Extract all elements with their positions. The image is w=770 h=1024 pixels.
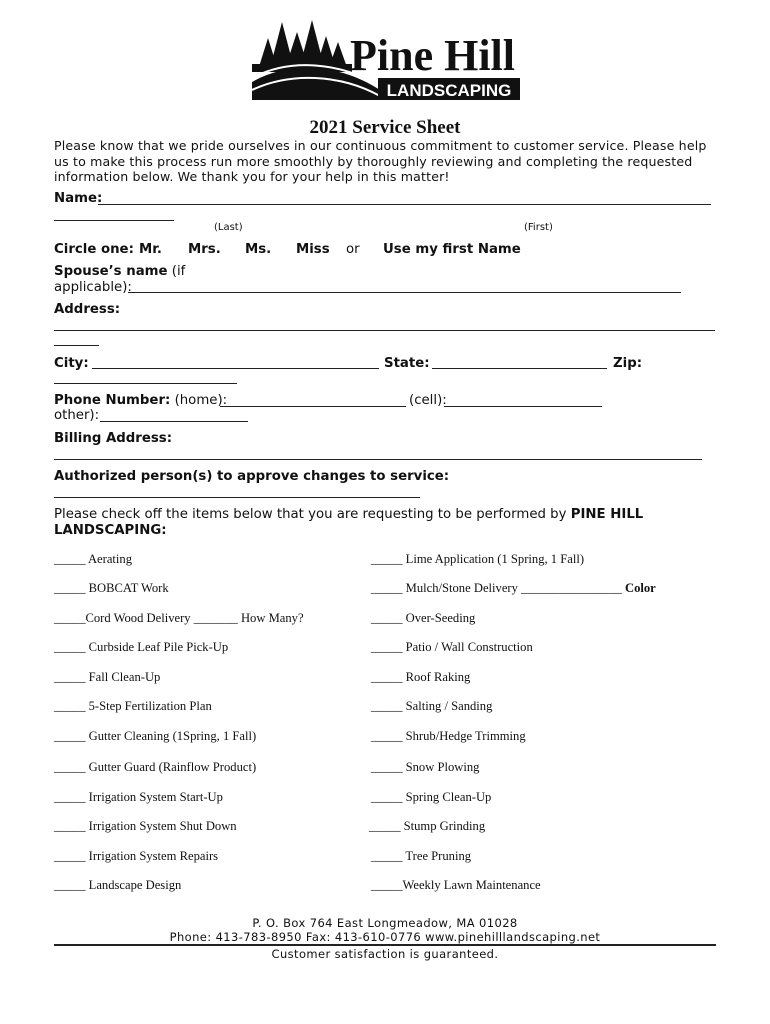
- checklist-company: PINE HILL LANDSCAPING:: [54, 507, 644, 538]
- service-item-lime[interactable]: _____ Lime Application (1 Spring, 1 Fall): [371, 552, 585, 566]
- service-item-spring-cleanup[interactable]: _____ Spring Clean-Up: [371, 790, 492, 804]
- service-item-aerating[interactable]: _____ Aerating: [54, 552, 132, 566]
- phone-cell-label: (cell):: [409, 393, 447, 408]
- service-item-cord-wood[interactable]: _____Cord Wood Delivery _______ How Many?: [54, 611, 304, 625]
- city-label: City:: [54, 356, 89, 371]
- phone-cell-field-line[interactable]: [444, 406, 602, 407]
- use-first-name-option[interactable]: Use my first Name: [383, 242, 521, 257]
- city-field-line[interactable]: [92, 368, 379, 369]
- zip-field-line[interactable]: [54, 383, 237, 384]
- authorized-label: Authorized person(s) to approve changes to service:: [54, 469, 450, 484]
- footer-tagline: Customer satisfaction is guaranteed.: [271, 947, 499, 961]
- title-mr[interactable]: Mr.: [139, 242, 162, 257]
- spouse-if: (if: [171, 264, 186, 279]
- service-item-irrigation-startup[interactable]: _____ Irrigation System Start-Up: [54, 790, 223, 804]
- phone-other-field-line[interactable]: [100, 421, 248, 422]
- spouse-field-line[interactable]: [128, 292, 681, 293]
- service-item-shrub-trimming[interactable]: _____ Shrub/Hedge Trimming: [371, 729, 526, 743]
- page-title: 2021 Service Sheet: [309, 117, 461, 138]
- footer-address: P. O. Box 764 East Longmeadow, MA 01028: [252, 916, 518, 930]
- or-text: or: [346, 242, 360, 257]
- address-field-line-2[interactable]: [54, 345, 99, 346]
- name-label: Name:: [54, 191, 103, 206]
- title-ms[interactable]: Ms.: [245, 242, 272, 257]
- intro-text: Please know that we pride ourselves in our continuous commitment to customer service. Please help us to make this process run more smoothly by thoroughly reviewing and completing the requested information below. We thank you for your help in this matter!: [54, 138, 707, 184]
- title-miss[interactable]: Miss: [296, 242, 330, 257]
- logo-name: Pine Hill: [350, 31, 515, 80]
- pine-hill-logo: [250, 20, 522, 102]
- address-field-line-1[interactable]: [54, 330, 715, 331]
- service-item-gutter-cleaning[interactable]: _____ Gutter Cleaning (1Spring, 1 Fall): [54, 729, 257, 743]
- service-item-irrigation-shutdown[interactable]: _____ Irrigation System Shut Down: [54, 819, 237, 833]
- name-field-line-2[interactable]: [54, 220, 174, 221]
- last-hint: (Last): [214, 222, 243, 233]
- service-item-bobcat[interactable]: _____ BOBCAT Work: [54, 581, 169, 595]
- phone-other-label: other):: [54, 408, 100, 423]
- first-hint: (First): [524, 222, 553, 233]
- title-mrs[interactable]: Mrs.: [188, 242, 221, 257]
- service-item-landscape-design[interactable]: _____ Landscape Design: [54, 878, 182, 892]
- address-label: Address:: [54, 302, 121, 317]
- checklist-intro: Please check off the items below that you are requesting to be performed by: [54, 507, 567, 522]
- service-item-leaf-pickup[interactable]: _____ Curbside Leaf Pile Pick-Up: [54, 640, 229, 654]
- logo-sub: LANDSCAPING: [386, 81, 512, 100]
- spouse-label: Spouse’s name: [54, 264, 168, 279]
- footer-contact: Phone: 413-783-8950 Fax: 413-610-0776 www.pinehilllandscaping.net: [169, 930, 601, 944]
- service-item-fall-cleanup[interactable]: _____ Fall Clean-Up: [54, 670, 161, 684]
- phone-label: Phone Number:: [54, 393, 171, 408]
- service-item-over-seeding[interactable]: _____ Over-Seeding: [371, 611, 476, 625]
- service-item-patio-wall[interactable]: _____ Patio / Wall Construction: [371, 640, 533, 654]
- name-field-line-1[interactable]: [98, 204, 711, 205]
- service-item-stump-grinding[interactable]: _____ Stump Grinding: [369, 819, 486, 833]
- billing-field-line[interactable]: [54, 459, 702, 460]
- circle-label: Circle one:: [54, 242, 134, 257]
- service-item-tree-pruning[interactable]: _____ Tree Pruning: [371, 849, 472, 863]
- zip-label: Zip:: [613, 356, 643, 371]
- service-item-weekly-lawn[interactable]: _____Weekly Lawn Maintenance: [371, 878, 541, 892]
- state-label: State:: [384, 356, 430, 371]
- state-field-line[interactable]: [432, 368, 607, 369]
- spouse-applicable: applicable):: [54, 280, 132, 295]
- phone-home-field-line[interactable]: [220, 406, 406, 407]
- mulch-color-label: Color: [624, 581, 656, 595]
- service-item-snow-plowing[interactable]: _____ Snow Plowing: [371, 760, 480, 774]
- service-item-salting[interactable]: _____ Salting / Sanding: [371, 699, 493, 713]
- service-item-irrigation-repairs[interactable]: _____ Irrigation System Repairs: [54, 849, 219, 863]
- authorized-field-line[interactable]: [54, 497, 420, 498]
- service-item-mulch[interactable]: [371, 581, 656, 596]
- service-item-gutter-guard[interactable]: _____ Gutter Guard (Rainflow Product): [54, 760, 257, 774]
- service-item-roof-raking[interactable]: _____ Roof Raking: [371, 670, 471, 684]
- phone-home-label: (home):: [174, 393, 228, 408]
- footer-divider: [54, 944, 716, 946]
- billing-label: Billing Address:: [54, 431, 173, 446]
- service-item-fertilization[interactable]: _____ 5-Step Fertilization Plan: [54, 699, 212, 713]
- service-mulch-text: _____ Mulch/Stone Delivery ________________: [371, 581, 622, 595]
